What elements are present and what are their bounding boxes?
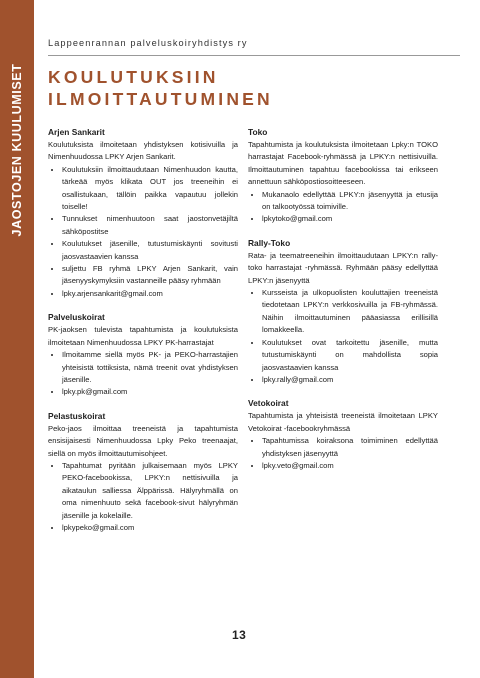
bullet-item: • Koulutuksiin ilmoittaudutaan Nimenhuudon kautta, tärkeää myös klikata OUT jos treeneihin ei osallistukaan, tällöin paikka vapautuu jollekin toiselle! — [62, 164, 238, 214]
bullet-list — [248, 435, 438, 472]
organization-name: Lappeenrannan palveluskoiryhdistys ry — [48, 38, 248, 48]
bullet-item: • suljettu FB ryhmä LPKY Arjen Sankarit, vain jäsenyyskymyksiin vastanneille pääsy ryhmään — [62, 263, 238, 288]
bullet-item: • Tunnukset nimenhuutoon saat jaostonvetäjiltä sähköpostitse — [62, 213, 238, 238]
bullet-item: • lpkytoko@gmail.com — [262, 213, 438, 225]
section-intro: Tapahtumista ja koulutuksista ilmoitetaan Lpky:n TOKO harrastajat Facebook-ryhmässä ja LPKY:n nettisivuilla. Ilmoittautuminen tapahtuu facebookissa tai erikseen annettuun sähköpostiosoitteeseen. — [248, 140, 438, 187]
section-rally-toko — [248, 237, 438, 386]
section-heading: Palveluskoirat — [48, 312, 105, 323]
section-arjen-sankarit — [48, 126, 238, 300]
right-column — [248, 126, 438, 483]
bullet-item: • Ilmoitamme siellä myös PK- ja PEKO-harrastajien yhteisistä tottiksista, nämä treenit ovat yhdistyksen jäsenille. — [62, 349, 238, 386]
section-heading: Pelastuskoirat — [48, 410, 106, 421]
section-heading: Arjen Sankarit — [48, 127, 105, 137]
section-heading: Vetokoirat — [248, 398, 289, 409]
section-pelastuskoirat — [48, 410, 238, 535]
bullet-item: • lpky.rally@gmail.com — [262, 374, 438, 386]
bullet-item: • lpky.veto@gmail.com — [262, 460, 438, 472]
page-number: 13 — [232, 628, 247, 642]
bullet-list — [248, 287, 438, 386]
left-column — [48, 126, 238, 545]
bullet-item: • lpkypeko@gmail.com — [62, 522, 238, 534]
section-intro: Koulutuksista ilmoitetaan yhdistyksen kotisivuilla ja Nimenhuudossa LPKY Arjen Sankarit. — [48, 140, 238, 162]
bullet-item: • lpky.arjensankarit@gmail.com — [62, 288, 238, 300]
section-intro: PK-jaoksen tulevista tapahtumista ja koulutuksista ilmoitetaan Nimenhuudossa LPKY PK-harrastajat — [48, 325, 238, 347]
page-title-line-1: KOULUTUKSIIN — [48, 67, 219, 87]
bullet-list — [248, 189, 438, 226]
bullet-item: • Tapahtumissa koiraksona toimiminen edellyttää yhdistyksen jäsenyyttä — [262, 435, 438, 460]
section-intro: Tapahtumista ja yhteisistä treeneistä ilmoitetaan LPKY Vetokoirat -facebookryhmässä — [248, 411, 438, 433]
section-intro: Peko-jaos ilmoittaa treeneistä ja tapahtumista ensisijaisesti Nimenhuudossa Lpky Peko treenaajat, siellä on myös ilmoittautumisohjeet. — [48, 423, 238, 458]
bullet-item: • Tapahtumat pyritään julkaisemaan myös LPKY PEKO-facebookissa, LPKY:n nettisivuilla ja aikataulun salliessa Älppärissä. Hälyryhmällä on oma nimenhuuto sekä facebook-sivut hälyryhmän jäsenille ja kokelaille. — [62, 460, 238, 522]
bullet-item: • Mukanaolo edellyttää LPKY:n jäsenyyttä ja etusija on talkootyössä toimiville. — [262, 189, 438, 214]
section-toko — [248, 126, 438, 226]
bullet-item: • Koulutukset jäsenille, tutustumiskäynti sovitusti jaosvastaavien kanssa — [62, 238, 238, 263]
page-title — [48, 66, 273, 110]
bullet-list — [48, 164, 238, 300]
header-divider — [48, 55, 460, 56]
section-heading: Toko — [248, 127, 268, 137]
sidebar-label: JAOSTOJEN KUULUMISET — [10, 63, 24, 237]
page-title-line-2: ILMOITTAUTUMINEN — [48, 89, 273, 109]
section-vetokoirat — [248, 397, 438, 472]
bullet-list — [48, 460, 238, 534]
bullet-item: • lpky.pk@gmail.com — [62, 386, 238, 398]
section-intro: Rata- ja teematreeneihin ilmoittaudutaan LPKY:n rally-toko harrastajat -ryhmässä. Ryhmään pääsy edellyttää LPKY:n jäsenyyttä — [248, 250, 438, 285]
bullet-item: • Koulutukset ovat tarkoitettu jäsenille, mutta tutustumiskäynti on mahdollista sopia jaosvastaavien kanssa — [262, 337, 438, 374]
bullet-list — [48, 349, 238, 399]
section-heading: Rally-Toko — [248, 237, 291, 248]
bullet-item: • Kursseista ja ulkopuolisten kouluttajien treeneistä tiedotetaan LPKY:n verkkosivuilla ja FB-ryhmässä. Näihin ilmoittautuminen pääasiassa erillisillä lomakkeella. — [262, 287, 438, 337]
section-palveluskoirat — [48, 311, 238, 398]
sidebar-band — [0, 0, 34, 678]
